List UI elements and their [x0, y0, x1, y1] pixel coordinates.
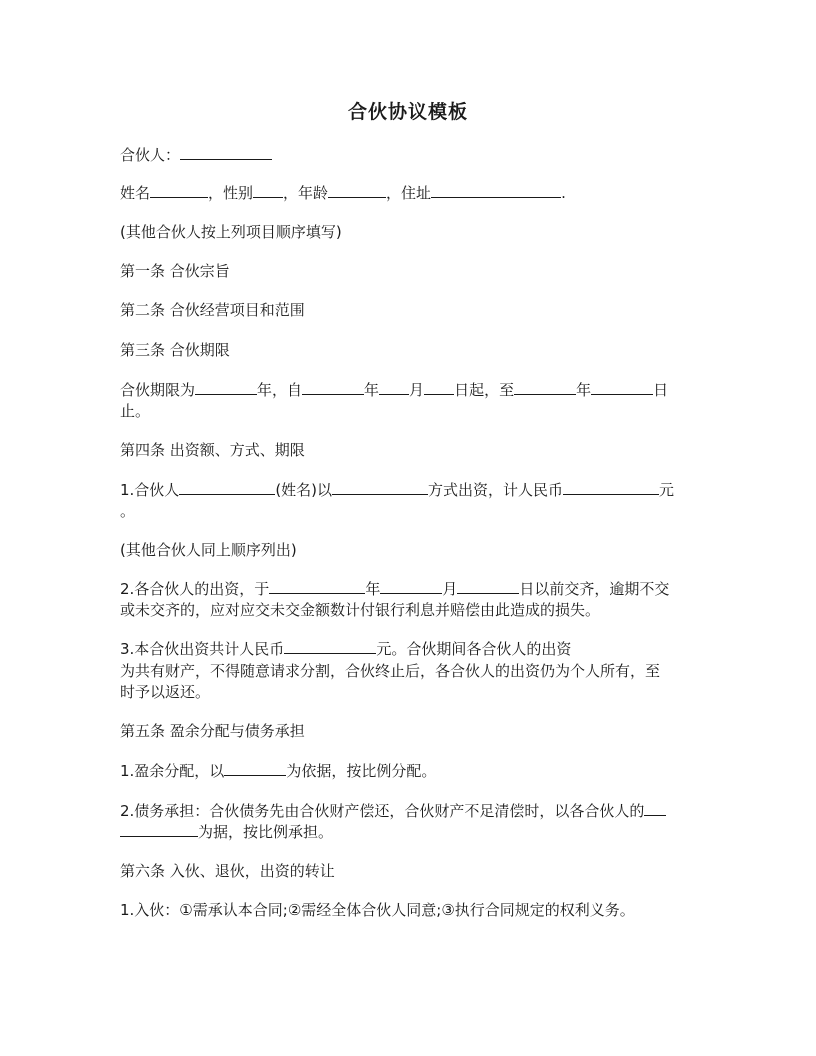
term-line [120, 379, 710, 401]
profit-distribution-line [120, 760, 710, 782]
info-end: . [561, 184, 566, 202]
end-day-label: 日 [653, 381, 669, 399]
term-years-blank[interactable] [195, 379, 257, 395]
contribution-1-prefix: 1.合伙人 [120, 481, 180, 499]
start-day-blank[interactable] [424, 379, 454, 395]
join-line: 1.入伙：①需承认本合同;②需经全体合伙人同意;③执行合同规定的权利义务。 [120, 901, 635, 919]
partner-blank[interactable] [180, 144, 272, 160]
contribution-2-line2: 或未交齐的，应对应交未交金额数计付银行利息并赔偿由此造成的损失。 [120, 601, 601, 619]
age-label: ，年龄 [283, 184, 329, 202]
debt-basis-blank[interactable] [120, 821, 198, 837]
contribution-2-tail: 日以前交齐，逾期不交 [519, 580, 670, 598]
contribution-1-end: 。 [120, 502, 136, 520]
contribution-3-tail: 元。合伙期间各合伙人的出资 [376, 640, 572, 658]
name-label: 姓名 [120, 184, 151, 202]
deadline-month-blank[interactable] [380, 578, 442, 594]
start-year-label: 年 [364, 381, 380, 399]
contribution-2-prefix: 2.各合伙人的出资，于 [120, 580, 270, 598]
profit-tail: 为依据，按比例分配。 [286, 762, 437, 780]
profit-prefix: 1.盈余分配，以 [120, 762, 225, 780]
article-4-heading: 第四条 出资额、方式、期限 [120, 441, 305, 459]
contribution-3-prefix: 3.本合伙出资共计人民币 [120, 640, 285, 658]
gender-blank[interactable] [253, 182, 283, 198]
other-partners-note: (其他合伙人按上列项目顺序填写) [120, 223, 342, 241]
debt-tail: 为据，按比例承担。 [198, 823, 334, 841]
deadline-year-blank[interactable] [269, 578, 365, 594]
contribution-3-line2: 为共有财产，不得随意请求分割，合伙终止后，各合伙人的出资仍为个人所有，至 [120, 662, 661, 680]
start-year-blank[interactable] [302, 379, 364, 395]
partner-label: 合伙人： [120, 146, 181, 164]
article-2-heading: 第二条 合伙经营项目和范围 [120, 301, 305, 319]
same-order-note: (其他合伙人同上顺序列出) [120, 541, 297, 559]
contribution-3-line [120, 638, 710, 660]
age-blank[interactable] [328, 182, 386, 198]
partner-name-blank[interactable] [179, 479, 275, 495]
contribution-3-line3: 时予以返还。 [120, 683, 211, 701]
address-blank[interactable] [431, 182, 561, 198]
start-month-blank[interactable] [379, 379, 409, 395]
contribution-1-method-label: 方式出资，计人民币 [428, 481, 564, 499]
name-blank[interactable] [150, 182, 208, 198]
article-3-heading: 第三条 合伙期限 [120, 341, 230, 359]
contribution-1-line [120, 479, 710, 501]
partner-info-line [120, 182, 710, 204]
end-day-blank[interactable] [591, 379, 653, 395]
end-year-blank[interactable] [514, 379, 576, 395]
article-6-heading: 第六条 入伙、退伙，出资的转让 [120, 862, 335, 880]
contribution-1-name-label: (姓名)以 [275, 481, 333, 499]
start-month-label: 月 [409, 381, 425, 399]
contribution-2-line [120, 578, 710, 600]
term-year1-label: 年，自 [257, 381, 303, 399]
total-amount-blank[interactable] [284, 638, 376, 654]
profit-basis-blank[interactable] [224, 760, 286, 776]
contribution-1-yuan: 元 [659, 481, 675, 499]
contribution-amount-blank[interactable] [563, 479, 659, 495]
document-title: 合伙协议模板 [347, 101, 468, 123]
deadline-year-label: 年 [365, 580, 381, 598]
debt-basis-blank-start[interactable] [644, 800, 666, 816]
address-label: ，住址 [386, 184, 432, 202]
debt-line2 [120, 821, 710, 843]
deadline-day-blank[interactable] [457, 578, 519, 594]
deadline-month-label: 月 [442, 580, 458, 598]
start-day-label: 日起，至 [454, 381, 515, 399]
article-5-heading: 第五条 盈余分配与债务承担 [120, 722, 305, 740]
article-1-heading: 第一条 合伙宗旨 [120, 262, 230, 280]
gender-label: ，性别 [208, 184, 254, 202]
debt-line [120, 800, 710, 822]
partner-line [120, 144, 710, 166]
contribution-method-blank[interactable] [332, 479, 428, 495]
term-prefix: 合伙期限为 [120, 381, 196, 399]
end-year-label: 年 [576, 381, 592, 399]
debt-prefix: 2.债务承担：合伙债务先由合伙财产偿还，合伙财产不足清偿时，以各合伙人的 [120, 802, 645, 820]
term-line-end: 止。 [120, 402, 151, 420]
